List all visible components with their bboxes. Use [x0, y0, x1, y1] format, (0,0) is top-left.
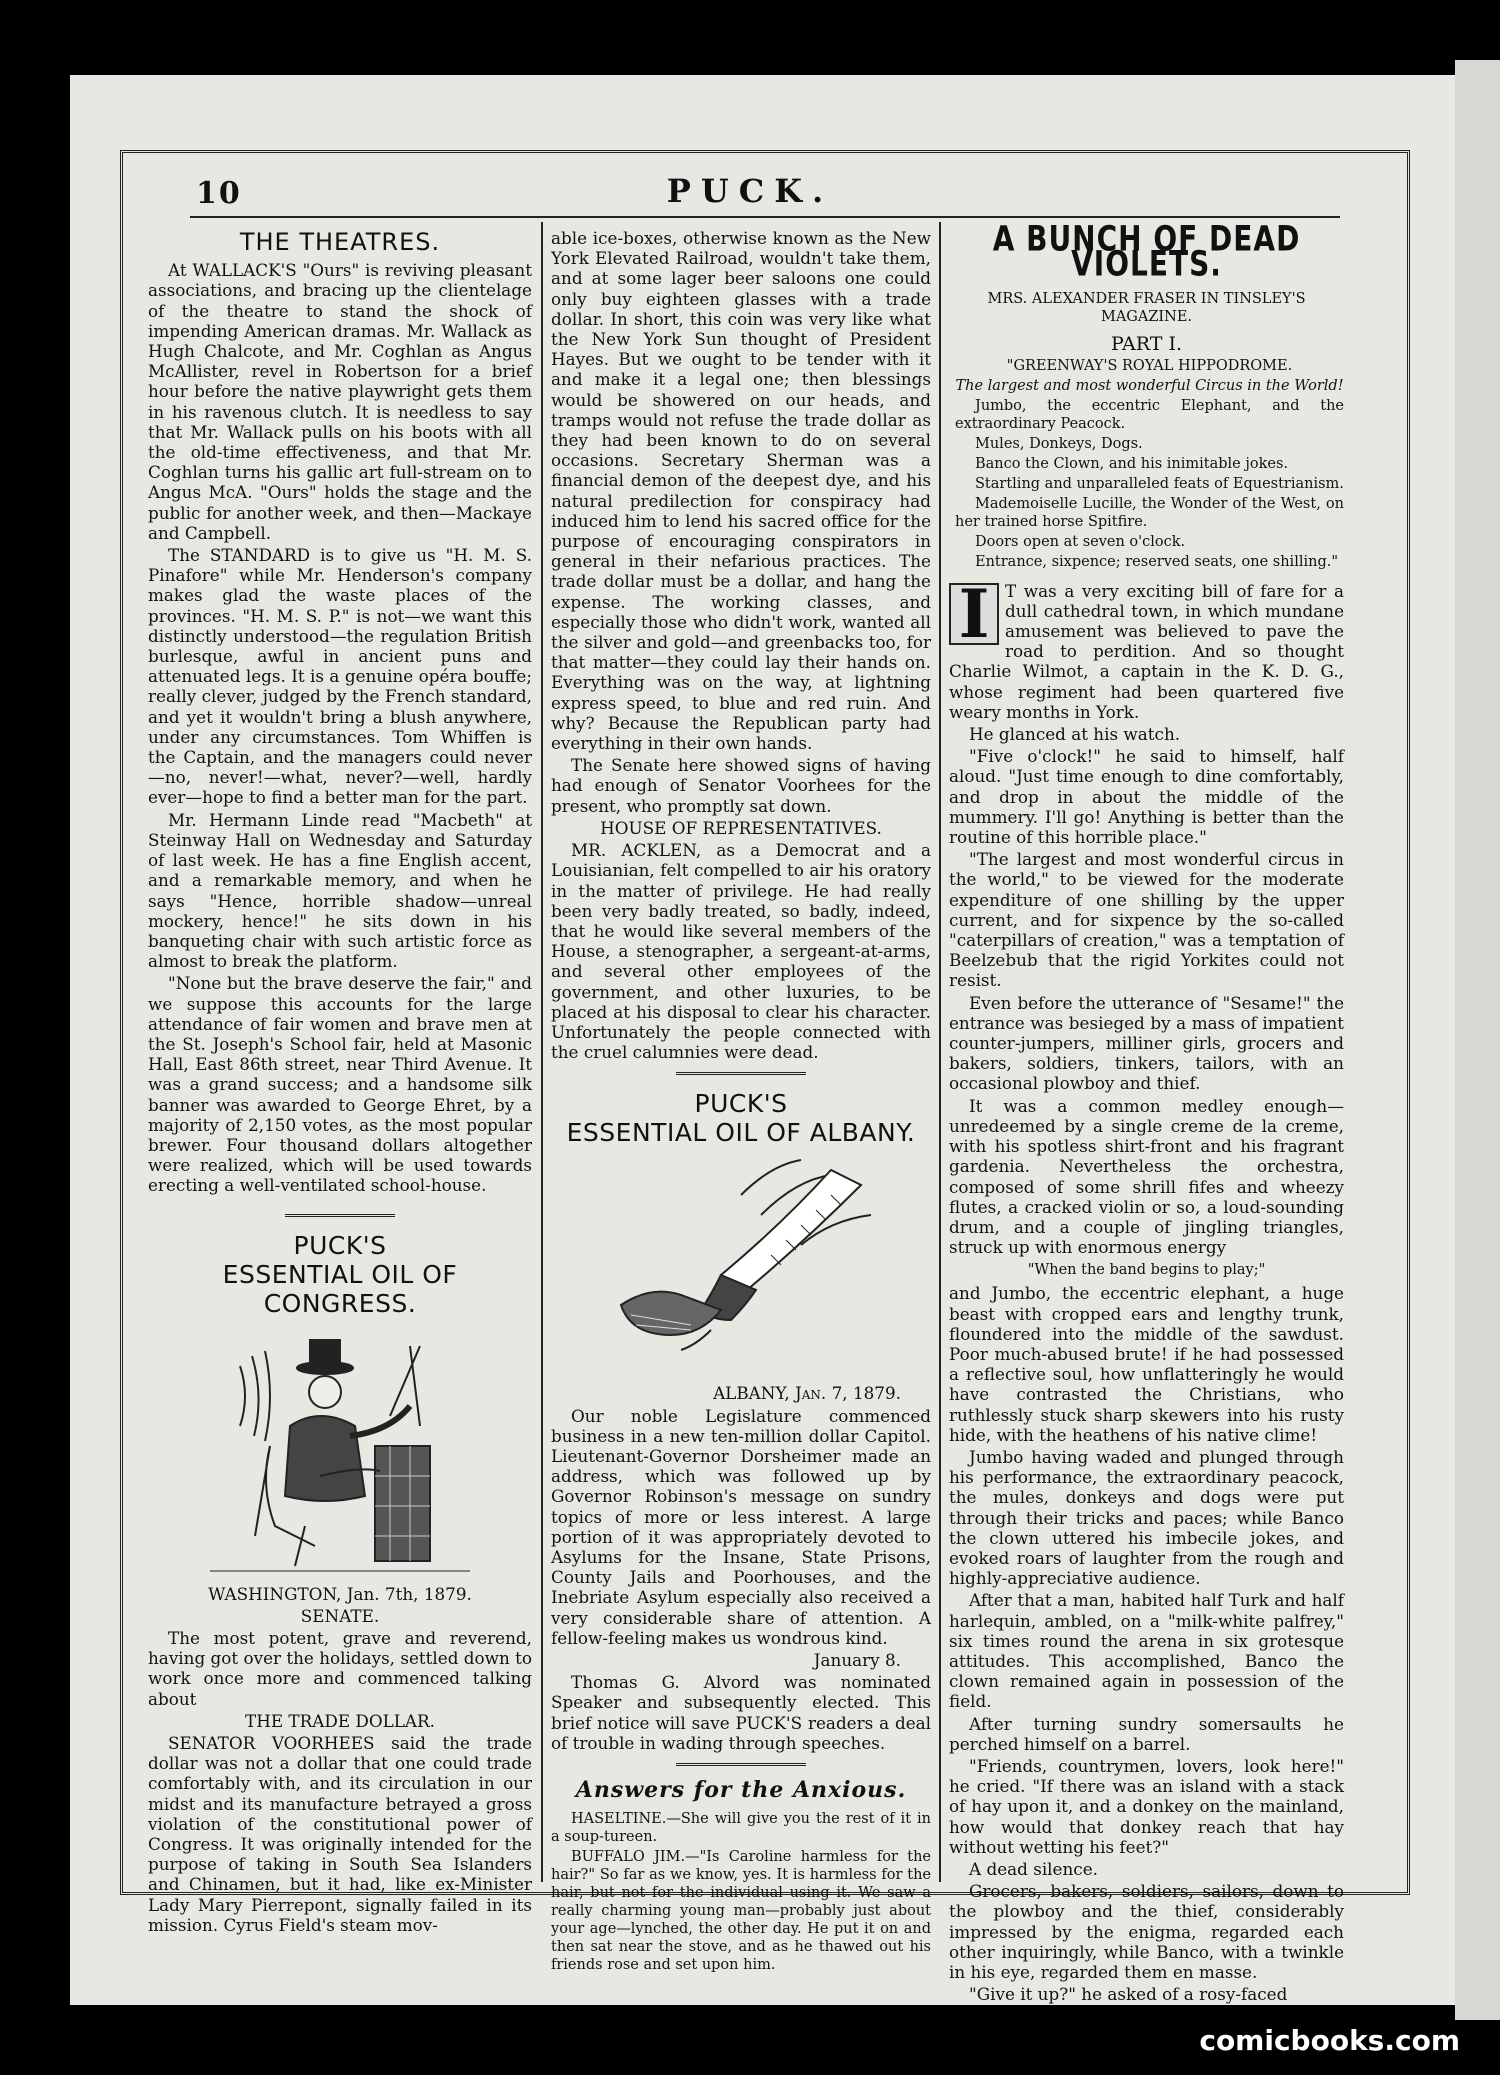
washington-dateline: WASHINGTON, Jan. 7th, 1879.: [208, 1583, 472, 1604]
paragraph: "Give it up?" he asked of a rosy-faced: [969, 1984, 1288, 2005]
bill-line: Mules, Donkeys, Dogs.: [975, 435, 1143, 452]
section-rule: [285, 1214, 395, 1217]
paragraph: The most potent, grave and reverend, having got over the holidays, settled down to work once more and commenced talking about: [148, 1627, 532, 1709]
column-3: [949, 218, 1344, 2005]
column-rule-1: [541, 222, 543, 1882]
bill-line: Banco the Clown, and his inimitable jokes.: [975, 455, 1289, 472]
paragraph: Grocers, bakers, soldiers, sailors, down to the plowboy and the thief, considerably impressed by the enigma, regarded each other inquiringly, while Banco, with a twinkle in his eye, regarded them en masse.: [949, 1881, 1344, 1983]
answer-item: BUFFALO JIM.—"Is Caroline harmless for the hair?" So far as we know, yes. It is harmless for the hair, but not for the individual using it. We saw a really charming young man—probably just about your age—lynched, the other day. He put it on and then sat near the stove, and as he thawed out his friends rose and set upon him.: [551, 1849, 931, 1974]
drop-cap: I: [949, 583, 999, 645]
bill-line: "GREENWAY'S ROYAL HIPPODROME.: [1006, 357, 1293, 374]
paragraph: He glanced at his watch.: [969, 724, 1181, 745]
paragraph: MR. ACKLEN, as a Democrat and a Louisianian, felt compelled to air his oratory in the matter of privilege. He had really been very badly treated, so badly, indeed, that he would like several members of the House, a stenographer, a sergeant-at-arms, and several other employees of the government, and other luxuries, to be placed at his disposal to clear his character. Unfortunately the people connected with the cruel calumnies were dead.: [551, 840, 931, 1063]
paragraph: After that a man, habited half Turk and half harlequin, ambled, on a "milk-white palfrey," six times round the arena in six grotesque attitudes. This accomplished, Banco the clown remained again in possession of the field.: [949, 1590, 1344, 1712]
albany-dateline: ALBANY, Jan. 7, 1879.: [713, 1383, 901, 1404]
bill-line: Entrance, sixpence; reserved seats, one shilling.": [975, 553, 1339, 570]
part-heading: PART I.: [1111, 333, 1182, 356]
paragraph: "The largest and most wonderful circus in the world," to be viewed for the moderate expenditure of one shilling by the upper current, and for sixpence by the so-called "caterpillars of creation," was a temptation of Beelzebub that the rigid Yorkites could not resist.: [949, 849, 1344, 991]
page-number: 10: [196, 176, 242, 211]
paragraph: After turning sundry somersaults he perched himself on a barrel.: [949, 1713, 1344, 1754]
paragraph: It was a common medley enough—unredeemed by a single creme de la creme, with his spotless shirt-front and his fragrant gardenia. Nevertheless the orchestra, composed of some shrill fifes and wheezy flutes, a cracked violin or so, a loud-sounding drum, and a couple of jingling triangles, struck up with enormous energy: [949, 1095, 1344, 1258]
paragraph: [949, 574, 1344, 722]
circus-bill: [949, 357, 1344, 571]
paragraph: and Jumbo, the eccentric elephant, a huge beast with cropped ears and lengthy trunk, floundered into the middle of the sawdust. Poor much-abused brute! if he had possessed a reflective soul, how unflatteringly he would have contrasted the Christians, who ruthlessly stuck sharp skewers into his rusty hide, with the heathens of his native clime!: [949, 1283, 1344, 1445]
answers-heading: Answers for the Anxious.: [575, 1776, 907, 1803]
paragraph: "None but the brave deserve the fair," and we suppose this accounts for the large attendance of fair women and brave men at the St. Joseph's School fair, held at Masonic Hall, East 86th street, near Third Avenue. It was a grand success; and a handsome silk banner was awarded to George Ehret, by a majority of 2,150 votes, as the most popular brewer. Four thousand dollars altogether were realized, which will be used towards erecting a well-ventilated school-house.: [148, 973, 532, 1196]
facing-page-edge: [1455, 60, 1500, 2020]
paragraph: At WALLACK'S "Ours" is reviving pleasant associations, and bracing up the clientelage of the theatre to stand the shock of impending American dramas. Mr. Wallack as Hugh Chalcote, and Mr. Coghlan as Angus McAllister, revel in Robertson for a brief hour before the native playwright gets them in his ravenous clutch. It is needless to say that Mr. Wallack pulls on his boots with all the old-time effectiveness, and that Mr. Coghlan turns his gallic art full-stream on to Angus McA. "Ours" holds the stage and the public for another week, and then—Mackaye and Campbell.: [148, 260, 532, 543]
watermark: comicbooks.com: [1199, 2024, 1460, 2057]
column-rule-2: [939, 222, 941, 1882]
section-rule: [676, 1072, 806, 1075]
trade-dollar-subhead: THE TRADE DOLLAR.: [245, 1710, 435, 1731]
column-1: [148, 228, 532, 1935]
albany-illustration: [591, 1155, 891, 1375]
paragraph: Thomas G. Alvord was nominated Speaker and subsequently elected. This brief notice will save PUCK'S readers a deal of trouble in wading through speeches.: [551, 1672, 931, 1753]
paragraph: Mr. Hermann Linde read "Macbeth" at Steinway Hall on Wednesday and Saturday of last week. He has a fine English accent, and a remarkable memory, and when he says "Hence, horrible shadow—unreal mockery, hence!" he sits down in his banqueting chair with such artistic force as almost to break the platform.: [148, 809, 532, 972]
paragraph: Even before the utterance of "Sesame!" the entrance was besieged by a mass of impatient counter-jumpers, milliner girls, grocers and bakers, soldiers, tinkers, tailors, with an occasional plowboy and thief.: [949, 992, 1344, 1094]
paragraph: SENATOR VOORHEES said the trade dollar was not a dollar that one could trade comfortably with, and its circulation in our midst and its manufacture betrayed a gross violation of the constitutional power of Congress. It was originally intended for the purpose of taking in South Sea Islanders and Chinamen, but it had, like ex-Minister Lady Mary Pierrepont, signally failed in its mission. Cyrus Field's steam mov-: [148, 1732, 532, 1935]
masthead: PUCK.: [666, 172, 834, 210]
congress-heading-line2: ESSENTIAL OIL OF CONGRESS.: [222, 1259, 458, 1318]
paragraph: Jumbo having waded and plunged through his performance, the extraordinary peacock, the mules, donkeys and dogs were put through their tricks and paces; while Banco the clown uttered his imbecile jokes, and evoked roars of laughter from the rough and highly-appreciative audience.: [949, 1446, 1344, 1589]
paragraph-text: T was a very exciting bill of fare for a dull cathedral town, in which mundane amusement was believed to pave the road to perdition. And so thought Charlie Wilmot, a captain in the K. D. G., whose regiment had been quartered five weary months in York.: [949, 580, 1344, 722]
bill-line: Jumbo, the eccentric Elephant, and the extraordinary Peacock.: [955, 397, 1344, 432]
bill-line: Startling and unparalleled feats of Equestrianism.: [975, 475, 1344, 492]
song-quote: "When the band begins to play;": [1027, 1262, 1266, 1279]
senate-subhead: SENATE.: [300, 1605, 380, 1626]
albany-heading-line1: PUCK'S: [694, 1089, 788, 1119]
bill-line: Doors open at seven o'clock.: [975, 533, 1186, 550]
paragraph: A dead silence.: [969, 1859, 1098, 1879]
answer-item: HASELTINE.—She will give you the rest of it in a soup-tureen.: [551, 1811, 931, 1846]
paragraph: Our noble Legislature commenced business in a new ten-million dollar Capitol. Lieutenant-Governor Dorsheimer made an address, which was followed up by Governor Robinson's message on sundry topics of more or less interest. A large portion of it was appropriately devoted to Asylums for the Insane, State Prisons, County Jails and Poorhouses, and the Inebriate Asylum especially also received a very considerable share of attention. A fellow-feeling makes us wondrous kind.: [551, 1405, 931, 1648]
bill-line: The largest and most wonderful Circus in the World!: [955, 377, 1344, 394]
albany-heading-line2: ESSENTIAL OIL OF ALBANY.: [566, 1118, 916, 1148]
paragraph: The STANDARD is to give us "H. M. S. Pinafore" while Mr. Henderson's company makes glad the waste places of the provinces. "H. M. S. P." is not—we want this distinctly understood—the regulation British burlesque, awful in ancient puns and attenuated legs. It is a genuine opéra bouffe; really clever, judged by the French standard, and yet it wouldn't bring a blush anywhere, under any circumstances. Tom Whiffen is the Captain, and the managers could never—no, never!—what, never?—well, hardly ever—hope to find a better man for the part.: [148, 545, 532, 808]
january-8-dateline: January 8.: [813, 1649, 901, 1670]
theatres-heading: THE THEATRES.: [239, 228, 441, 256]
section-rule: [676, 1763, 806, 1766]
paragraph: "Friends, countrymen, lovers, look here!" he cried. "If there was an island with a stack of hay upon it, and a donkey on the mainland, how would that donkey reach that hay without wetting his feet?": [949, 1755, 1344, 1857]
congress-illustration: [210, 1326, 470, 1576]
congress-heading-line1: PUCK'S: [293, 1230, 387, 1260]
paragraph: The Senate here showed signs of having had enough of Senator Voorhees for the present, who promptly sat down.: [551, 755, 931, 816]
column-2: [551, 228, 931, 1974]
house-subhead: HOUSE OF REPRESENTATIVES.: [600, 817, 882, 838]
violets-heading: A BUNCH OF DEAD VIOLETS.: [992, 218, 1301, 285]
paragraph: able ice-boxes, otherwise known as the New York Elevated Railroad, wouldn't take them, and at some lager beer saloons one could only buy eighteen glasses with a trade dollar. In short, this coin was very like what the New York Sun thought of President Hayes. But we ought to be tender with it and make it a legal one; then blessings would be showered on our heads, and tramps would not refuse the trade dollar as they had been known to do on several occasions. Secretary Sherman was a financial demon of the deepest dye, and his natural predilection for conspiracy had induced him to lend his sacred office for the purpose of encouraging conspirators in general in their nefarious practices. The trade dollar must be a dollar, and hang the expense. The working classes, and especially those who didn't work, wanted all the silver and gold—and greenbacks too, for that matter—they could lay their hands on. Everything was on the way, at lightning express speed, to blue and red ruin. And why? Because the Republican party had everything in their own hands.: [551, 228, 931, 754]
byline: MRS. ALEXANDER FRASER IN TINSLEY'S MAGAZINE.: [987, 291, 1306, 326]
paragraph: "Five o'clock!" he said to himself, half aloud. "Just time enough to dine comfortably, and drop in about the middle of the mummery. I'll go! Anything is better than the routine of this horrible place.": [949, 746, 1344, 848]
bill-line: Mademoiselle Lucille, the Wonder of the West, on her trained horse Spitfire.: [955, 495, 1344, 530]
